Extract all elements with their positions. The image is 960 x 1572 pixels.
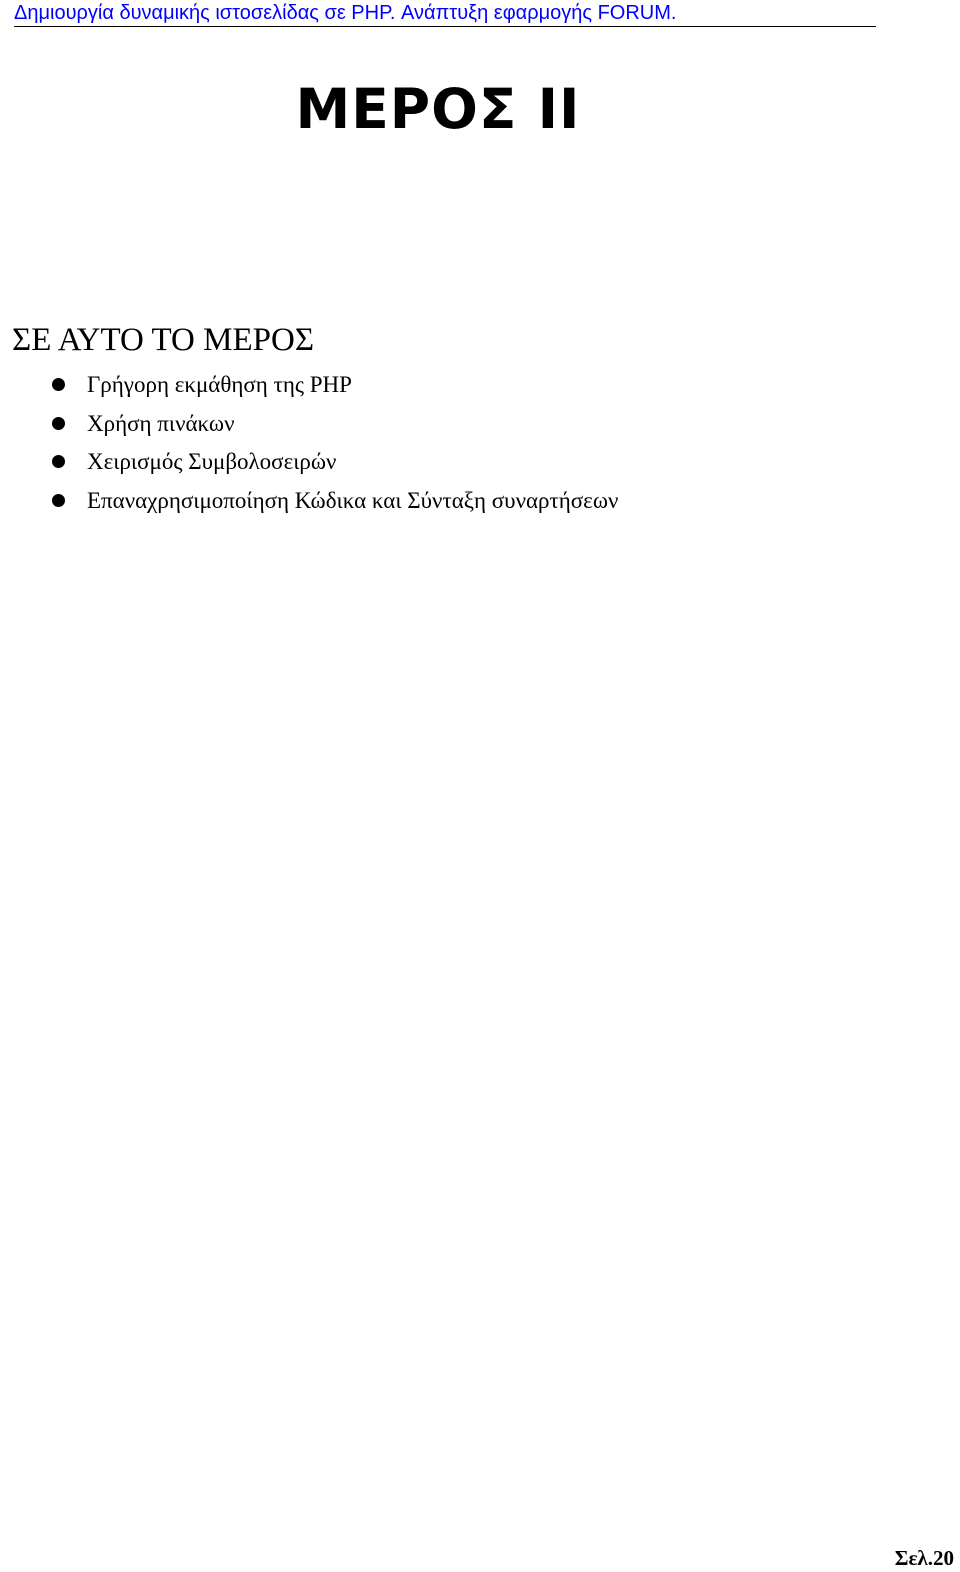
bullet-icon: [52, 378, 65, 391]
list-item: [0, 482, 618, 521]
page-number: Σελ.20: [894, 1546, 954, 1570]
bullet-icon: [52, 455, 65, 468]
topics-list: [0, 366, 618, 520]
list-item-label: Γρήγορη εκμάθηση της PHP: [87, 372, 352, 397]
part-title: ΜΕΡΟΣ ΙΙ: [295, 77, 581, 141]
running-header: Δημιουργία δυναμικής ιστοσελίδας σε PHP. Ανάπτυξη εφαρμογής FORUM.: [14, 2, 876, 27]
list-item-label: Επαναχρησιμοποίηση Κώδικα και Σύνταξη συναρτήσεων: [87, 487, 619, 513]
bullet-icon: [52, 494, 65, 507]
list-item-label: Χρήση πινάκων: [87, 410, 235, 436]
list-item: [0, 366, 618, 405]
list-item-label: Χειρισμός Συμβολοσειρών: [87, 449, 337, 474]
section-heading: ΣΕ ΑΥΤΟ ΤΟ ΜΕΡΟΣ: [12, 322, 315, 358]
list-item: [0, 405, 618, 444]
list-item: [0, 443, 618, 482]
bullet-icon: [52, 417, 65, 430]
